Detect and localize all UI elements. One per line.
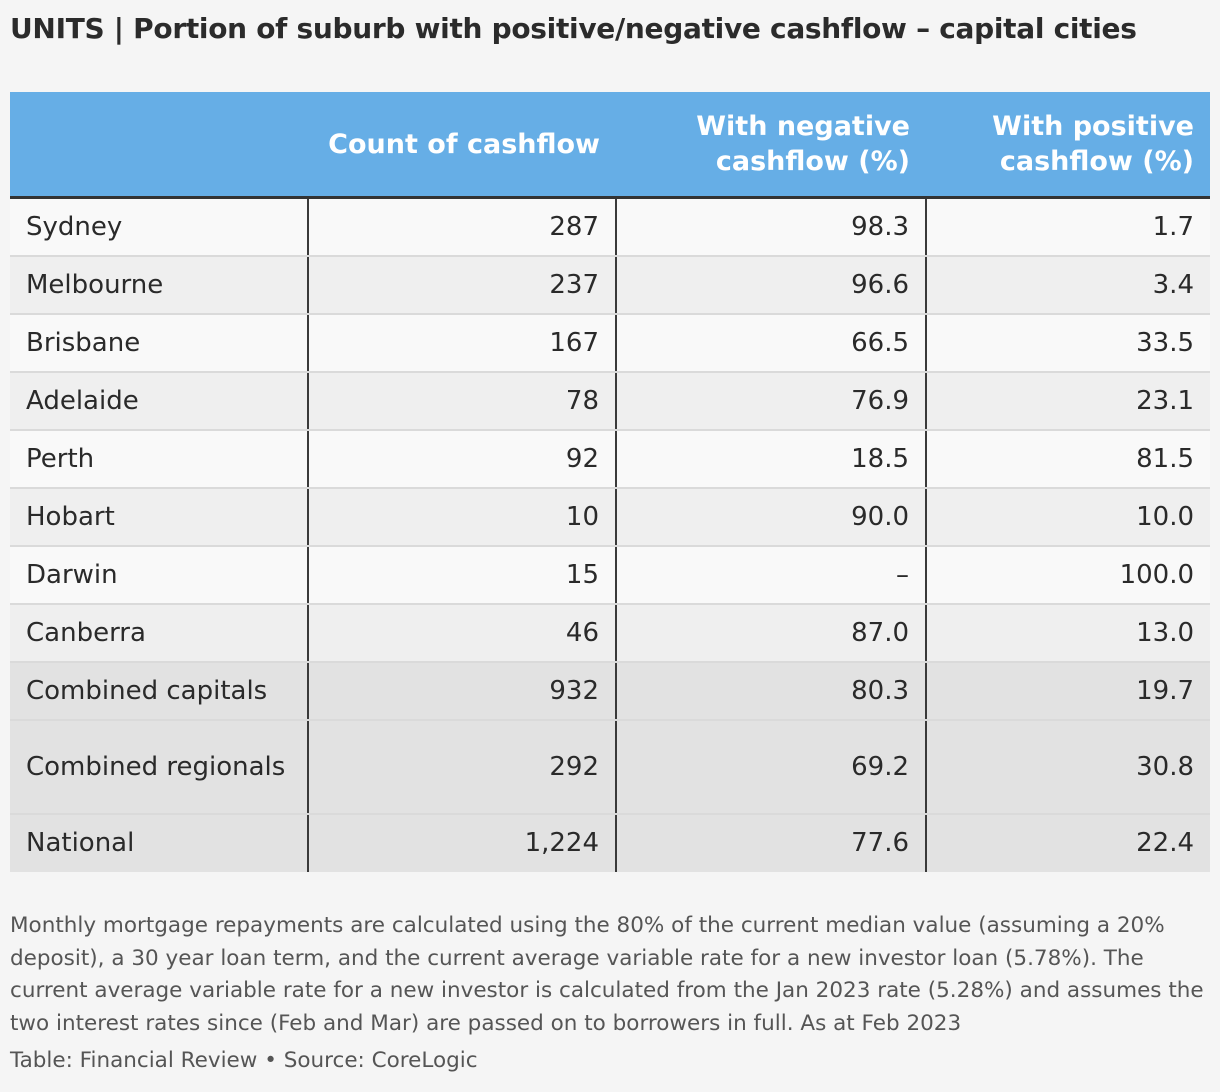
column-header-negative: With negative cashflow (%) <box>616 92 926 198</box>
count-cell: 15 <box>308 546 616 604</box>
positive-cell: 100.0 <box>926 546 1210 604</box>
city-cell: Combined regionals <box>10 720 308 814</box>
source-credit: Table: Financial Review • Source: CoreLogic <box>10 1048 478 1073</box>
city-cell: Darwin <box>10 546 308 604</box>
table-row <box>10 372 1210 430</box>
positive-cell: 1.7 <box>926 198 1210 256</box>
positive-cell: 3.4 <box>926 256 1210 314</box>
summary-row <box>10 662 1210 720</box>
header-row <box>10 92 1210 198</box>
negative-cell: 96.6 <box>616 256 926 314</box>
count-cell: 78 <box>308 372 616 430</box>
negative-cell: 69.2 <box>616 720 926 814</box>
negative-cell: 87.0 <box>616 604 926 662</box>
city-cell: Perth <box>10 430 308 488</box>
count-cell: 287 <box>308 198 616 256</box>
negative-cell: 80.3 <box>616 662 926 720</box>
table-row <box>10 314 1210 372</box>
negative-cell: 77.6 <box>616 814 926 872</box>
positive-cell: 13.0 <box>926 604 1210 662</box>
footnote: Monthly mortgage repayments are calculated using the 80% of the current median value (assuming a 20% deposit), a 30 year loan term, and the current average variable rate for a new investor loan (5.78%). The current average variable rate for a new investor is calculated from the Jan 2023 rate (5.28%) and assumes the two interest rates since (Feb and Mar) are passed on to borrowers in full. As at Feb 2023 <box>10 913 1204 1036</box>
city-cell: National <box>10 814 308 872</box>
negative-cell: 90.0 <box>616 488 926 546</box>
column-header-positive: With positive cashflow (%) <box>926 92 1210 198</box>
summary-row <box>10 720 1210 814</box>
table-row <box>10 198 1210 256</box>
positive-cell: 33.5 <box>926 314 1210 372</box>
count-cell: 932 <box>308 662 616 720</box>
count-cell: 237 <box>308 256 616 314</box>
positive-cell: 22.4 <box>926 814 1210 872</box>
positive-cell: 81.5 <box>926 430 1210 488</box>
column-header-city <box>10 92 308 198</box>
city-cell: Hobart <box>10 488 308 546</box>
cashflow-table <box>10 92 1210 872</box>
table-row <box>10 546 1210 604</box>
table-row <box>10 604 1210 662</box>
positive-cell: 30.8 <box>926 720 1210 814</box>
count-cell: 10 <box>308 488 616 546</box>
column-header-count: Count of cashflow <box>308 92 616 198</box>
negative-cell: 76.9 <box>616 372 926 430</box>
negative-cell: 18.5 <box>616 430 926 488</box>
positive-cell: 23.1 <box>926 372 1210 430</box>
city-cell: Combined capitals <box>10 662 308 720</box>
positive-cell: 10.0 <box>926 488 1210 546</box>
table-row <box>10 256 1210 314</box>
count-cell: 92 <box>308 430 616 488</box>
city-cell: Sydney <box>10 198 308 256</box>
summary-row <box>10 814 1210 872</box>
positive-cell: 19.7 <box>926 662 1210 720</box>
negative-cell: – <box>616 546 926 604</box>
city-cell: Canberra <box>10 604 308 662</box>
chart-title: UNITS | Portion of suburb with positive/negative cashflow – capital cities <box>10 12 1137 45</box>
city-cell: Brisbane <box>10 314 308 372</box>
count-cell: 292 <box>308 720 616 814</box>
city-cell: Melbourne <box>10 256 308 314</box>
count-cell: 46 <box>308 604 616 662</box>
count-cell: 167 <box>308 314 616 372</box>
table-row <box>10 488 1210 546</box>
count-cell: 1,224 <box>308 814 616 872</box>
negative-cell: 98.3 <box>616 198 926 256</box>
table-row <box>10 430 1210 488</box>
negative-cell: 66.5 <box>616 314 926 372</box>
city-cell: Adelaide <box>10 372 308 430</box>
